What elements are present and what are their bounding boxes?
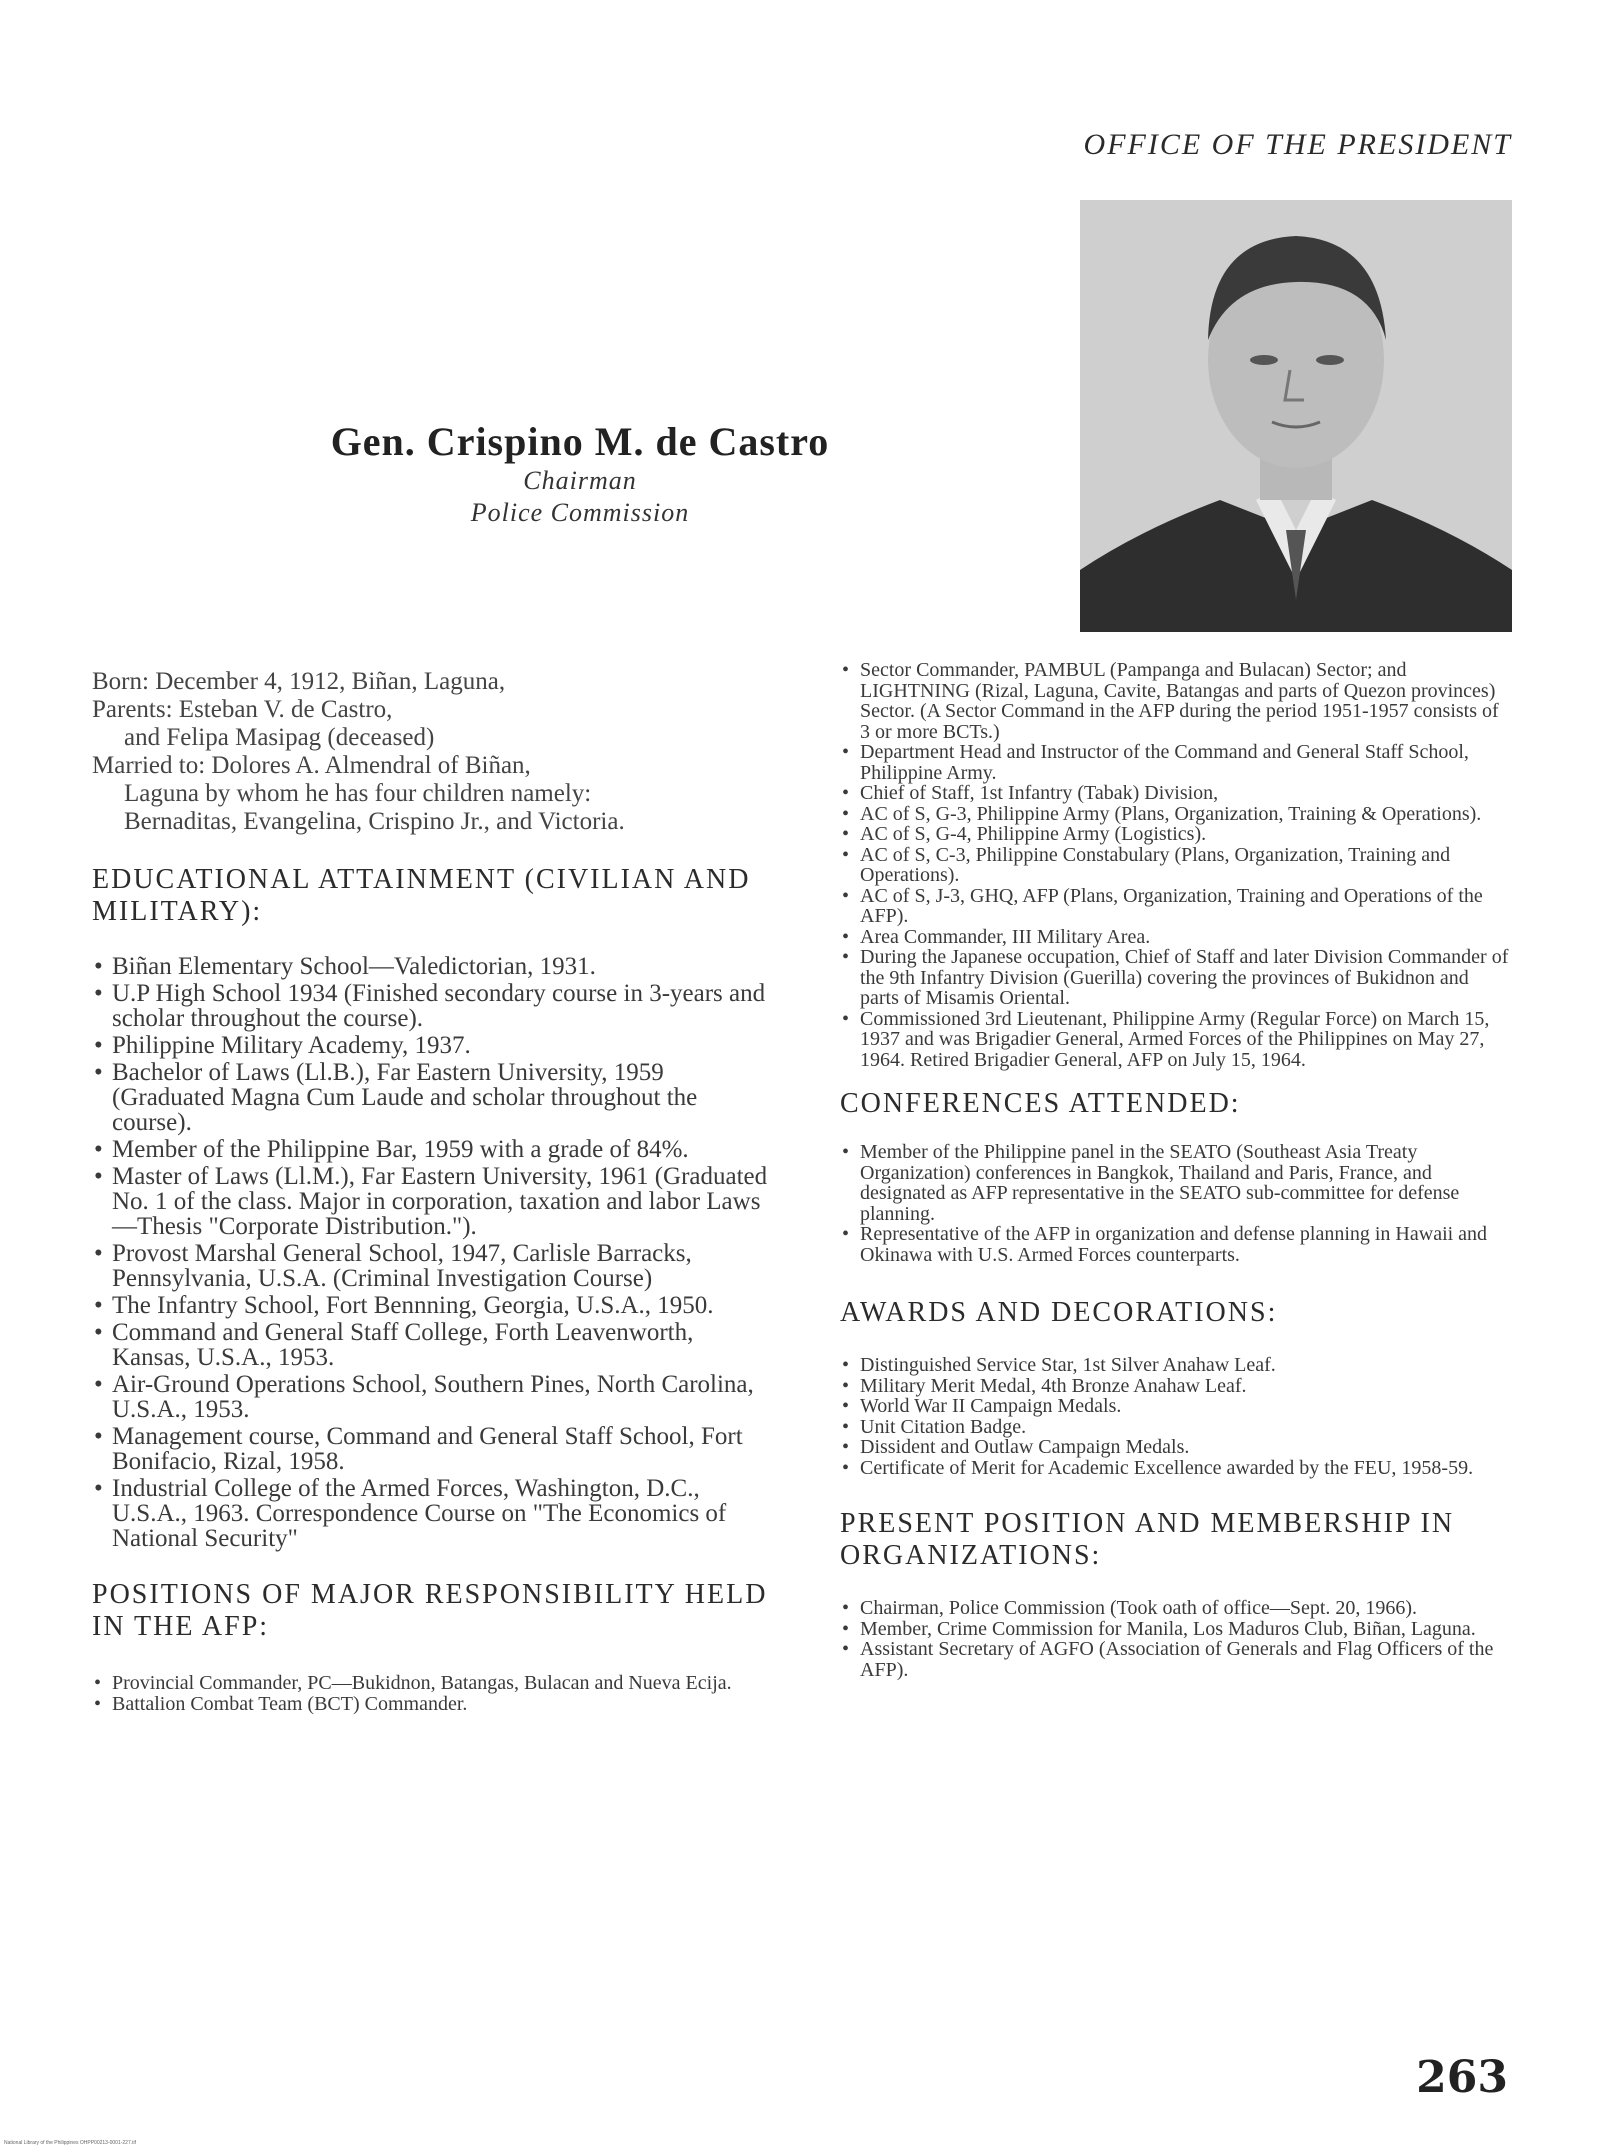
list-item: • Philippine Military Academy, 1937. [92, 1033, 770, 1058]
list-item: • Command and General Staff College, Forth Leavenworth, Kansas, U.S.A., 1953. [92, 1320, 770, 1370]
list-item: • Member, Crime Commission for Manila, Los Maduros Club, Biñan, Laguna. [840, 1619, 1512, 1640]
list-item: • Provost Marshal General School, 1947, Carlisle Barracks, Pennsylvania, U.S.A. (Criminal Investigation Course) [92, 1241, 770, 1291]
list-item: • AC of S, J-3, GHQ, AFP (Plans, Organization, Training and Operations of the AFP). [840, 886, 1512, 927]
section-heading-positions: POSITIONS OF MAJOR RESPONSIBILITY HELD IN THE AFP: [92, 1579, 768, 1642]
person-name: Gen. Crispino M. de Castro [330, 419, 830, 464]
present-list [840, 1598, 1512, 1680]
list-item: • During the Japanese occupation, Chief of Staff and later Division Commander of the 9th Infantry Division (Guerilla) covering the provinces of Bukidnon and parts of Misamis Oriental. [840, 947, 1512, 1009]
left-column [92, 668, 770, 1714]
positions-list-left [92, 1673, 770, 1714]
list-item: • Member of the Philippine Bar, 1959 with a grade of 84%. [92, 1137, 770, 1162]
section-heading-conferences: CONFERENCES ATTENDED: [840, 1088, 1241, 1119]
awards-list [840, 1355, 1512, 1478]
list-item: • Air-Ground Operations School, Southern Pines, North Carolina, U.S.A., 1953. [92, 1372, 770, 1422]
list-item: • AC of S, G-3, Philippine Army (Plans, Organization, Training & Operations). [840, 804, 1512, 825]
conferences-list [840, 1142, 1512, 1265]
list-item: • Member of the Philippine panel in the SEATO (Southeast Asia Treaty Organization) conferences in Bangkok, Thailand and Paris, France, and designated as AFP representative in the SEATO sub-committee for defense planning. [840, 1142, 1512, 1224]
section-heading-awards: AWARDS AND DECORATIONS: [840, 1297, 1278, 1328]
name-block [320, 418, 840, 529]
list-item: • Unit Citation Badge. [840, 1417, 1512, 1438]
list-item: • Bachelor of Laws (Ll.B.), Far Eastern University, 1959 (Graduated Magna Cum Laude and scholar throughout the course). [92, 1060, 770, 1135]
list-item: • Distinguished Service Star, 1st Silver Anahaw Leaf. [840, 1355, 1512, 1376]
list-item: • Area Commander, III Military Area. [840, 927, 1512, 948]
married-line: Married to: Dolores A. Almendral of Biñan, [92, 752, 531, 779]
list-item: • Chief of Staff, 1st Infantry (Tabak) Division, [840, 783, 1512, 804]
born-line: Born: December 4, 1912, Biñan, Laguna, [92, 668, 506, 695]
section-heading-present: PRESENT POSITION AND MEMBERSHIP IN ORGANIZATIONS: [840, 1508, 1455, 1571]
married-line-3: Bernaditas, Evangelina, Crispino Jr., and Victoria. [124, 808, 625, 835]
list-item: • World War II Campaign Medals. [840, 1396, 1512, 1417]
list-item: • Industrial College of the Armed Forces, Washington, D.C., U.S.A., 1963. Correspondence Course on "The Economics of National Security" [92, 1476, 770, 1551]
list-item: • Provincial Commander, PC—Bukidnon, Batangas, Bulacan and Nueva Ecija. [92, 1673, 770, 1694]
list-item: • Certificate of Merit for Academic Excellence awarded by the FEU, 1958-59. [840, 1458, 1512, 1479]
scan-footer: National Library of the Philippines OHPP00213-0001-227.tif [4, 2140, 137, 2146]
list-item: • Master of Laws (Ll.M.), Far Eastern University, 1961 (Graduated No. 1 of the class. Major in corporation, taxation and labor Laws—Thesis "Corporate Distribution."). [92, 1164, 770, 1239]
list-item: • AC of S, G-4, Philippine Army (Logistics). [840, 824, 1512, 845]
list-item: • Battalion Combat Team (BCT) Commander. [92, 1694, 770, 1715]
right-column [840, 660, 1512, 1680]
list-item: • U.P High School 1934 (Finished secondary course in 3-years and scholar throughout the course). [92, 981, 770, 1031]
portrait-photo [1080, 200, 1512, 632]
section-heading-education: EDUCATIONAL ATTAINMENT (CIVILIAN AND MILITARY): [92, 864, 751, 927]
education-list [92, 954, 770, 1551]
list-item: • Commissioned 3rd Lieutenant, Philippine Army (Regular Force) on March 15, 1937 and was Brigadier General, Armed Forces of the Philippines on May 27, 1964. Retired Brigadier General, AFP on July 15, 1964. [840, 1009, 1512, 1071]
parents-line-2: and Felipa Masipag (deceased) [124, 724, 435, 751]
list-item: • Dissident and Outlaw Campaign Medals. [840, 1437, 1512, 1458]
list-item: • Military Merit Medal, 4th Bronze Anahaw Leaf. [840, 1376, 1512, 1397]
positions-list-right [840, 660, 1512, 1070]
married-line-2: Laguna by whom he has four children namely: [124, 780, 592, 807]
page-header: OFFICE OF THE PRESIDENT [1083, 128, 1512, 161]
list-item: • Representative of the AFP in organization and defense planning in Hawaii and Okinawa with U.S. Armed Forces counterparts. [840, 1224, 1512, 1265]
list-item: • Department Head and Instructor of the Command and General Staff School, Philippine Army. [840, 742, 1512, 783]
intro-block [92, 668, 770, 836]
list-item: • The Infantry School, Fort Bennning, Georgia, U.S.A., 1950. [92, 1293, 770, 1318]
list-item: • Assistant Secretary of AGFO (Association of Generals and Flag Officers of the AFP). [840, 1639, 1512, 1680]
list-item: • AC of S, C-3, Philippine Constabulary (Plans, Organization, Training and Operations). [840, 845, 1512, 886]
parents-line: Parents: Esteban V. de Castro, [92, 696, 393, 723]
list-item: • Chairman, Police Commission (Took oath of office—Sept. 20, 1966). [840, 1598, 1512, 1619]
portrait-illustration [1080, 200, 1512, 632]
list-item: • Management course, Command and General Staff School, Fort Bonifacio, Rizal, 1958. [92, 1424, 770, 1474]
title-commission: Police Commission [470, 498, 690, 527]
page-number: 263 [1416, 2052, 1508, 2103]
title-chairman: Chairman [523, 466, 637, 495]
list-item: • Sector Commander, PAMBUL (Pampanga and Bulacan) Sector; and LIGHTNING (Rizal, Laguna, Cavite, Batangas and parts of Quezon provinces) Sector. (A Sector Command in the AFP during the period 1951-1957 consists of 3 or more BCTs.) [840, 660, 1512, 742]
list-item: • Biñan Elementary School—Valedictorian, 1931. [92, 954, 770, 979]
